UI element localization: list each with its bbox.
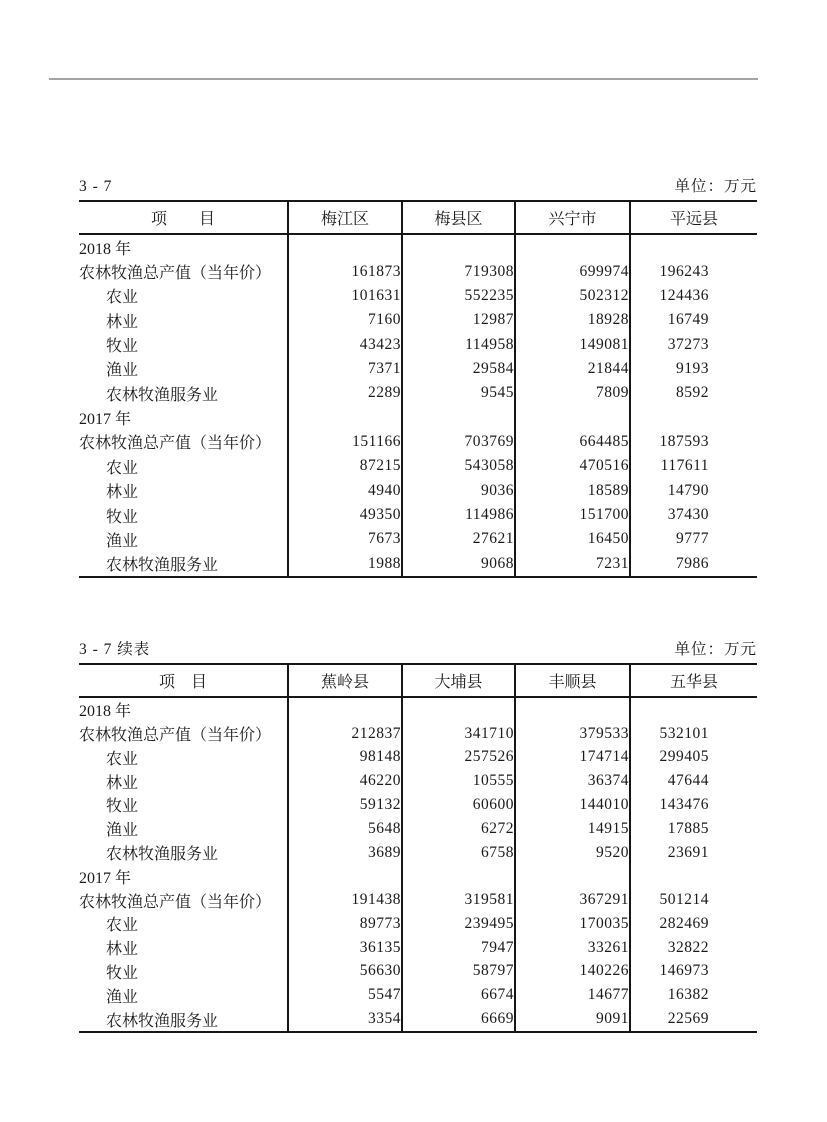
value-cell: 5547 bbox=[288, 983, 402, 1007]
region-column-header: 大埔县 bbox=[402, 664, 515, 697]
row-label: 林业 bbox=[106, 313, 139, 331]
table-row bbox=[79, 527, 757, 551]
table-row bbox=[79, 479, 757, 503]
output-value-table-1 bbox=[79, 200, 757, 578]
value-cell: 367291 bbox=[515, 888, 630, 912]
value-cell: 699974 bbox=[515, 259, 630, 283]
row-label: 2017 年 bbox=[79, 869, 132, 887]
value-cell: 379533 bbox=[515, 722, 630, 746]
value-cell: 16749 bbox=[630, 308, 757, 332]
value-cell: 532101 bbox=[630, 722, 757, 746]
value-cell: 143476 bbox=[630, 793, 757, 817]
value-cell: 341710 bbox=[402, 722, 515, 746]
value-cell: 144010 bbox=[515, 793, 630, 817]
value-cell: 14790 bbox=[630, 479, 757, 503]
value-cell: 299405 bbox=[630, 746, 757, 770]
value-cell bbox=[402, 697, 515, 722]
row-label: 农林牧渔总产值（当年价） bbox=[79, 265, 272, 283]
value-cell bbox=[402, 864, 515, 888]
table-row bbox=[79, 454, 757, 478]
value-cell: 60600 bbox=[402, 793, 515, 817]
value-cell: 32822 bbox=[630, 936, 757, 960]
value-cell: 117611 bbox=[630, 454, 757, 478]
value-cell: 9091 bbox=[515, 1007, 630, 1032]
table-row bbox=[79, 259, 757, 283]
row-label: 农林牧渔总产值（当年价） bbox=[79, 893, 272, 911]
value-cell: 9068 bbox=[402, 552, 515, 577]
value-cell bbox=[630, 234, 757, 259]
table-row bbox=[79, 234, 757, 259]
value-cell bbox=[515, 697, 630, 722]
row-label: 牧业 bbox=[106, 338, 139, 356]
row-label: 农林牧渔服务业 bbox=[106, 1012, 219, 1030]
value-cell: 14915 bbox=[515, 817, 630, 841]
value-cell: 21844 bbox=[515, 357, 630, 381]
value-cell: 58797 bbox=[402, 959, 515, 983]
value-cell: 9193 bbox=[630, 357, 757, 381]
value-cell bbox=[515, 864, 630, 888]
region-column-header: 平远县 bbox=[630, 201, 757, 234]
value-cell: 14677 bbox=[515, 983, 630, 1007]
value-cell: 37430 bbox=[630, 503, 757, 527]
row-label: 农林牧渔总产值（当年价） bbox=[79, 435, 272, 453]
table-row bbox=[79, 332, 757, 356]
value-cell: 27621 bbox=[402, 527, 515, 551]
item-column-header: 项 目 bbox=[79, 201, 288, 234]
value-cell: 140226 bbox=[515, 959, 630, 983]
table-row bbox=[79, 912, 757, 936]
value-cell bbox=[630, 697, 757, 722]
row-label: 渔业 bbox=[106, 362, 139, 380]
page-top-rule bbox=[49, 78, 758, 80]
row-label: 牧业 bbox=[106, 964, 139, 982]
value-cell: 87215 bbox=[288, 454, 402, 478]
table-row bbox=[79, 983, 757, 1007]
value-cell: 7673 bbox=[288, 527, 402, 551]
value-cell: 37273 bbox=[630, 332, 757, 356]
value-cell: 7231 bbox=[515, 552, 630, 577]
value-cell: 16382 bbox=[630, 983, 757, 1007]
value-cell bbox=[288, 234, 402, 259]
row-label: 农业 bbox=[106, 750, 139, 768]
value-cell: 174714 bbox=[515, 746, 630, 770]
value-cell: 7809 bbox=[515, 381, 630, 405]
value-cell: 703769 bbox=[402, 430, 515, 454]
table-row bbox=[79, 357, 757, 381]
value-cell: 2289 bbox=[288, 381, 402, 405]
table-row bbox=[79, 817, 757, 841]
value-cell: 7371 bbox=[288, 357, 402, 381]
value-cell: 6272 bbox=[402, 817, 515, 841]
table-row bbox=[79, 769, 757, 793]
table-row bbox=[79, 405, 757, 429]
header-row bbox=[79, 664, 757, 697]
table1-code: 3 - 7 bbox=[79, 178, 113, 195]
value-cell: 7986 bbox=[630, 552, 757, 577]
value-cell: 6669 bbox=[402, 1007, 515, 1032]
table1-caption bbox=[79, 174, 757, 196]
value-cell: 212837 bbox=[288, 722, 402, 746]
value-cell: 101631 bbox=[288, 284, 402, 308]
item-column-header: 项 目 bbox=[79, 664, 288, 697]
value-cell: 22569 bbox=[630, 1007, 757, 1032]
table-row bbox=[79, 793, 757, 817]
output-value-table-2 bbox=[79, 663, 757, 1033]
value-cell: 502312 bbox=[515, 284, 630, 308]
header-row bbox=[79, 201, 757, 234]
table-row bbox=[79, 959, 757, 983]
value-cell: 114986 bbox=[402, 503, 515, 527]
region-column-header: 五华县 bbox=[630, 664, 757, 697]
value-cell: 239495 bbox=[402, 912, 515, 936]
table2-code: 3 - 7 续表 bbox=[79, 641, 151, 658]
row-label: 农林牧渔服务业 bbox=[106, 846, 219, 864]
value-cell: 3354 bbox=[288, 1007, 402, 1032]
value-cell bbox=[288, 697, 402, 722]
table-row bbox=[79, 864, 757, 888]
row-label: 渔业 bbox=[106, 988, 139, 1006]
value-cell: 187593 bbox=[630, 430, 757, 454]
value-cell: 501214 bbox=[630, 888, 757, 912]
table-row bbox=[79, 381, 757, 405]
value-cell: 36135 bbox=[288, 936, 402, 960]
value-cell: 552235 bbox=[402, 284, 515, 308]
region-column-header: 蕉岭县 bbox=[288, 664, 402, 697]
value-cell: 18928 bbox=[515, 308, 630, 332]
table1-unit: 单位：万元 bbox=[674, 178, 757, 195]
value-cell: 46220 bbox=[288, 769, 402, 793]
table2-caption bbox=[79, 637, 757, 659]
value-cell bbox=[630, 864, 757, 888]
value-cell: 719308 bbox=[402, 259, 515, 283]
value-cell: 10555 bbox=[402, 769, 515, 793]
value-cell bbox=[288, 864, 402, 888]
value-cell bbox=[515, 405, 630, 429]
table-row bbox=[79, 1007, 757, 1032]
row-label: 渔业 bbox=[106, 822, 139, 840]
region-column-header: 梅江区 bbox=[288, 201, 402, 234]
value-cell: 151700 bbox=[515, 503, 630, 527]
table-row bbox=[79, 841, 757, 865]
value-cell bbox=[515, 234, 630, 259]
value-cell: 191438 bbox=[288, 888, 402, 912]
table-row bbox=[79, 722, 757, 746]
row-label: 农林牧渔服务业 bbox=[106, 557, 219, 575]
region-column-header: 兴宁市 bbox=[515, 201, 630, 234]
value-cell: 7947 bbox=[402, 936, 515, 960]
value-cell: 3689 bbox=[288, 841, 402, 865]
value-cell: 7160 bbox=[288, 308, 402, 332]
value-cell: 6674 bbox=[402, 983, 515, 1007]
value-cell bbox=[402, 405, 515, 429]
region-column-header: 梅县区 bbox=[402, 201, 515, 234]
value-cell: 319581 bbox=[402, 888, 515, 912]
value-cell: 43423 bbox=[288, 332, 402, 356]
value-cell: 8592 bbox=[630, 381, 757, 405]
row-label: 林业 bbox=[106, 484, 139, 502]
value-cell: 282469 bbox=[630, 912, 757, 936]
row-label: 林业 bbox=[106, 774, 139, 792]
value-cell: 56630 bbox=[288, 959, 402, 983]
value-cell: 12987 bbox=[402, 308, 515, 332]
value-cell: 9036 bbox=[402, 479, 515, 503]
value-cell: 5648 bbox=[288, 817, 402, 841]
value-cell: 4940 bbox=[288, 479, 402, 503]
value-cell bbox=[630, 405, 757, 429]
value-cell: 114958 bbox=[402, 332, 515, 356]
table-row bbox=[79, 430, 757, 454]
value-cell: 16450 bbox=[515, 527, 630, 551]
value-cell: 161873 bbox=[288, 259, 402, 283]
row-label: 农林牧渔总产值（当年价） bbox=[79, 727, 272, 745]
table-row bbox=[79, 936, 757, 960]
value-cell: 23691 bbox=[630, 841, 757, 865]
value-cell: 9777 bbox=[630, 527, 757, 551]
table-row bbox=[79, 284, 757, 308]
row-label: 林业 bbox=[106, 941, 139, 959]
table-row bbox=[79, 552, 757, 577]
region-column-header: 丰顺县 bbox=[515, 664, 630, 697]
value-cell: 170035 bbox=[515, 912, 630, 936]
row-label: 牧业 bbox=[106, 798, 139, 816]
table-row bbox=[79, 888, 757, 912]
value-cell bbox=[288, 405, 402, 429]
value-cell: 146973 bbox=[630, 959, 757, 983]
value-cell: 664485 bbox=[515, 430, 630, 454]
value-cell: 29584 bbox=[402, 357, 515, 381]
value-cell: 17885 bbox=[630, 817, 757, 841]
table-row bbox=[79, 697, 757, 722]
row-label: 2017 年 bbox=[79, 411, 132, 429]
value-cell: 89773 bbox=[288, 912, 402, 936]
table2-unit: 单位：万元 bbox=[674, 641, 757, 658]
value-cell: 18589 bbox=[515, 479, 630, 503]
value-cell: 470516 bbox=[515, 454, 630, 478]
value-cell: 98148 bbox=[288, 746, 402, 770]
value-cell: 49350 bbox=[288, 503, 402, 527]
row-label: 2018 年 bbox=[79, 703, 132, 721]
value-cell: 257526 bbox=[402, 746, 515, 770]
table-row bbox=[79, 308, 757, 332]
value-cell: 151166 bbox=[288, 430, 402, 454]
table-row bbox=[79, 746, 757, 770]
value-cell: 196243 bbox=[630, 259, 757, 283]
value-cell: 36374 bbox=[515, 769, 630, 793]
table-row bbox=[79, 503, 757, 527]
value-cell: 9545 bbox=[402, 381, 515, 405]
row-label: 农业 bbox=[106, 459, 139, 477]
value-cell: 1988 bbox=[288, 552, 402, 577]
row-label: 农业 bbox=[106, 917, 139, 935]
value-cell bbox=[402, 234, 515, 259]
row-label: 渔业 bbox=[106, 532, 139, 550]
value-cell: 59132 bbox=[288, 793, 402, 817]
value-cell: 47644 bbox=[630, 769, 757, 793]
row-label: 农业 bbox=[106, 289, 139, 307]
value-cell: 124436 bbox=[630, 284, 757, 308]
value-cell: 149081 bbox=[515, 332, 630, 356]
value-cell: 6758 bbox=[402, 841, 515, 865]
value-cell: 9520 bbox=[515, 841, 630, 865]
row-label: 农林牧渔服务业 bbox=[106, 386, 219, 404]
value-cell: 33261 bbox=[515, 936, 630, 960]
row-label: 牧业 bbox=[106, 508, 139, 526]
value-cell: 543058 bbox=[402, 454, 515, 478]
row-label: 2018 年 bbox=[79, 240, 132, 258]
